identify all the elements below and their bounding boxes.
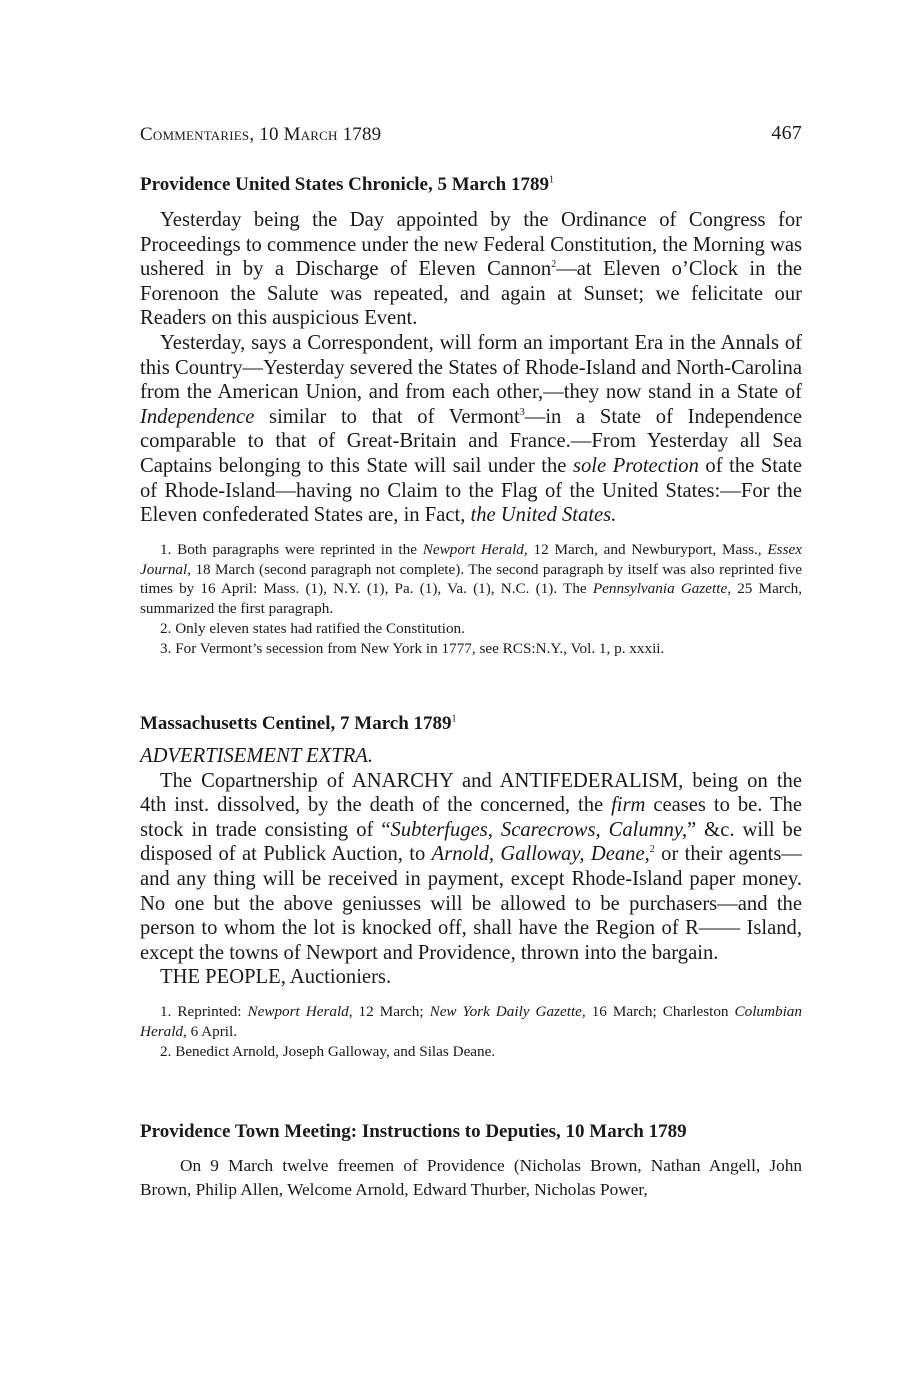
paragraph: Yesterday, says a Correspondent, will form an important Era in the Annals of this Country—Yesterday severed the States of Rhode-Island and North-Carolina from the American Union, and from each other,—they now stand in a State of Independence similar to that of Vermont$^3$—in a State of Independence comparable to that of Great-Britain and France.—From Yesterday all Sea Captains belonging to this State will sail under the sole Protection of the State of Rhode-Island—having no Claim to the Flag of the United States:—For the Eleven confederated States are, in Fact, the United States.: [140, 331, 803, 527]
footnote: 1. Both paragraphs were reprinted in the Newport Herald, 12 March, and Newburyport, Mass., Essex Journal, 18 March (second paragraph not complete). The second paragraph by itself was also reprinted five times by 16 April: Mass. (1), N.Y. (1), Pa. (1), Va. (1), N.C. (1). The Pennsylvania Gazette, 25 March, summarized the first paragraph.: [140, 540, 802, 618]
footnote: 1. Reprinted: Newport Herald, 12 March; New York Daily Gazette, 16 March; Charleston Columbian Herald, 6 April.: [140, 1002, 802, 1040]
section-providence-chronicle: [140, 173, 802, 659]
section-heading: Massachusetts Centinel, 7 March 1789$^1$: [140, 713, 457, 734]
advertisement-title: ADVERTISEMENT EXTRA.: [140, 745, 373, 767]
section-heading: Providence Town Meeting: Instructions to Deputies, 10 March 1789: [140, 1121, 687, 1142]
paragraph: Yesterday being the Day appointed by the Ordinance of Congress for Proceedings to commence under the new Federal Constitution, the Morning was ushered in by a Discharge of Eleven Cannon$^2$—at Eleven o’Clock in the Forenoon the Salute was repeated, and again at Sunset; we felicitate our Readers on this auspicious Event.: [140, 209, 803, 330]
paragraph: The Copartnership of ANARCHY and ANTIFEDERALISM, being on the 4th inst. dissolved, by the death of the concerned, the firm ceases to be. The stock in trade consisting of “Subterfuges, Scarecrows, Calumny,” &c. will be disposed of at Publick Auction, to Arnold, Galloway, Deane,$^2$ or their agents—and any thing will be received in payment, except Rhode-Island paper money. No one but the above geniusses will be allowed to be purchasers—and the person to whom the lot is knocked off, shall have the Region of R—— Island, except the towns of Newport and Providence, thrown into the bargain.: [140, 769, 802, 964]
footnotes: [140, 1002, 802, 1061]
footnote: 2. Only eleven states had ratified the Constitution.: [160, 619, 465, 637]
footnote-ref: 1: [549, 174, 554, 186]
footnote-ref: 2: [649, 844, 655, 856]
signoff: THE PEOPLE, Auctioniers.: [160, 966, 392, 989]
section-heading: Providence United States Chronicle, 5 March 1789$^1$: [140, 174, 554, 195]
section-massachusetts-centinel: [140, 712, 802, 1061]
running-title: Commentaries, 10 March 1789: [140, 124, 382, 145]
footnote: 2. Benedict Arnold, Joseph Galloway, and Silas Deane.: [160, 1042, 496, 1060]
footnotes: [140, 540, 802, 659]
footnote-ref: 3: [519, 406, 525, 418]
page-number: 467: [771, 122, 802, 144]
footnote-ref: 1: [451, 713, 457, 725]
section-providence-town-meeting: [140, 1120, 802, 1201]
footnote-ref: 2: [551, 259, 557, 271]
footnote: 3. For Vermont’s secession from New York in 1777, see RCS:N.Y., Vol. 1, p. xxxii.: [160, 639, 665, 657]
running-header: [140, 124, 802, 148]
article-body: [140, 744, 802, 990]
article-body: [140, 208, 802, 528]
intro-paragraph: On 9 March twelve freemen of Providence (Nicholas Brown, Nathan Angell, John Brown, Philip Allen, Welcome Arnold, Edward Thurber, Nicholas Power,: [140, 1156, 802, 1199]
